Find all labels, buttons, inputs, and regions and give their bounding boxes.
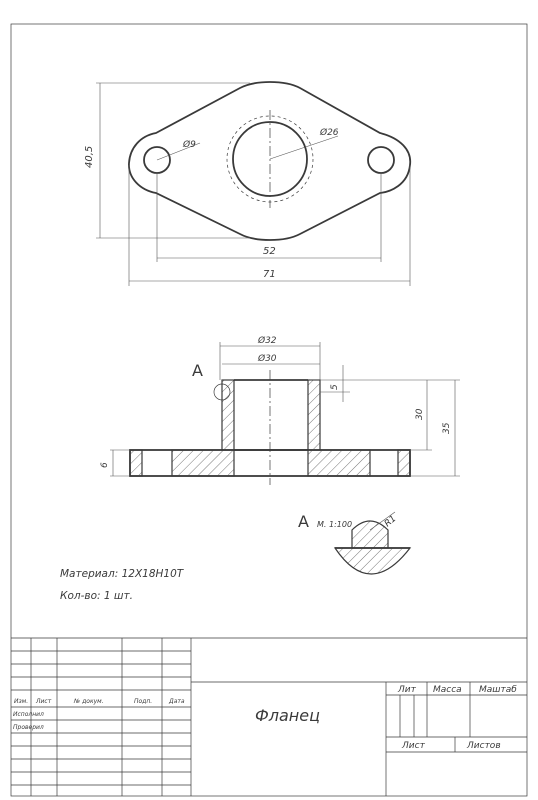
massa-label: Масса — [433, 685, 462, 695]
col-podp: Подп. — [134, 698, 153, 705]
lit-label: Лит — [398, 685, 416, 695]
detail-label: A — [298, 512, 309, 531]
dim-30v: 30 — [415, 408, 425, 420]
dim-d30: Ø30 — [258, 354, 277, 364]
col-data: Дата — [169, 698, 185, 705]
dim-overall-length: 71 — [263, 269, 276, 280]
masshtab-label: Маштаб — [479, 685, 517, 695]
listov-label: Листов — [467, 741, 501, 751]
row-ispolnil: Исполнил — [13, 711, 44, 718]
right-bolt-hole — [368, 147, 394, 173]
detail-view — [298, 512, 410, 574]
col-izm: Изм. — [14, 698, 29, 705]
list-label: Лист — [402, 741, 425, 751]
dim-radius: R1 — [382, 513, 399, 530]
leader-hole-big — [270, 136, 338, 159]
section-view — [100, 335, 460, 485]
section-label: A — [192, 361, 203, 380]
dim-height-plan: 40,5 — [84, 145, 95, 168]
drawing-frame — [11, 24, 527, 796]
row-proveril: Проверил — [13, 724, 44, 731]
dim-d32: Ø32 — [258, 336, 277, 346]
drawing-title: Фланец — [255, 706, 320, 725]
hub-wall-right — [308, 380, 320, 450]
dim-hole-small: Ø9 — [183, 140, 196, 150]
dim-6: 6 — [100, 462, 110, 468]
dim-center-distance: 52 — [263, 246, 276, 257]
plan-view — [84, 82, 410, 286]
dim-hole-big: Ø26 — [320, 128, 339, 138]
detail-scale: М. 1:100 — [317, 520, 353, 529]
quantity-note: Кол-во: 1 шт. — [60, 590, 133, 602]
col-list: Лист — [36, 698, 52, 705]
dim-5: 5 — [330, 384, 340, 390]
dim-35: 35 — [442, 422, 452, 434]
detail-bead — [335, 548, 410, 574]
hub-wall-left — [222, 380, 234, 450]
title-block — [11, 638, 527, 796]
material-note: Материал: 12Х18Н10Т — [60, 568, 184, 580]
col-doc: № докум. — [74, 698, 104, 705]
